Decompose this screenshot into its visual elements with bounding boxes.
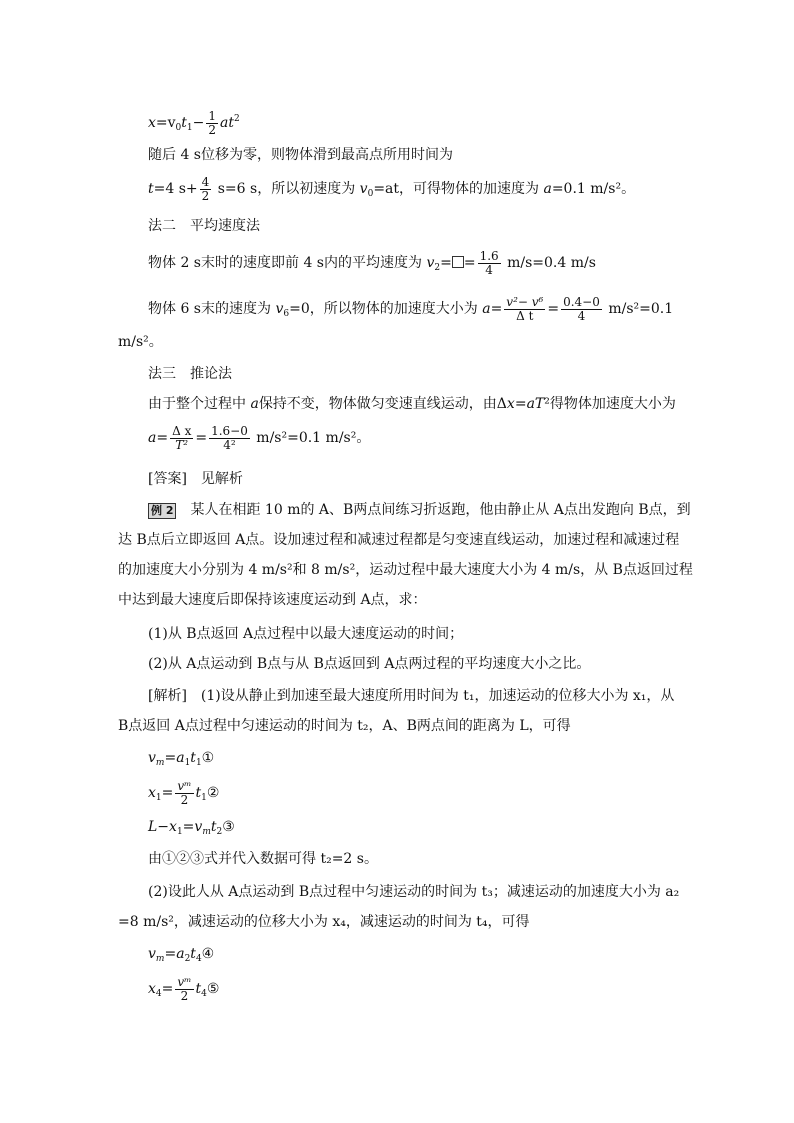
- section-heading-method3: 法三 推论法: [148, 366, 232, 382]
- section-heading-method2: 法二 平均速度法: [148, 218, 260, 234]
- formula-line-5: 物体 2 s末时的速度即前 4 s内的平均速度为 $v_2=$ = $\frac{1.6}{4}$ m/s=0.4 m/s: [148, 249, 596, 277]
- example-2-line-2: 达 B点后立即返回 A点。设加速过程和减速过程都是匀变速直线运动，加速过程和减速过程: [118, 532, 680, 548]
- example-2-line-3: 的加速度大小分别为 4 m/s²和 8 m/s²，运动过程中最大速度大小为 4 m/s，从 B点返回过程: [118, 562, 693, 578]
- fraction: $\frac{\text{Δ x}}{\text{T²}}$: [172, 424, 192, 452]
- text-line-7: m/s²。: [118, 334, 163, 350]
- answer-label: [答案] 见解析: [148, 471, 243, 487]
- example-2-line-4: 中达到最大速度后即保持该速度运动到 A点，求：: [118, 592, 427, 608]
- equation-4: $v_m=a_2t_4④$: [148, 946, 215, 964]
- text-line-9: 由于整个过程中 a保持不变，物体做匀变速直线运动，由Δx=aT²得物体加速度大小为: [148, 396, 676, 412]
- fraction: $\frac{\text{vᵐ}}{2}$: [177, 779, 192, 807]
- equation-2: $x_1=$ $\frac{\text{vᵐ}}{2}$ $t_1②$: [148, 779, 220, 807]
- fraction: $\frac{\text{v²− v⁶}}{\text{Δ t}}$: [506, 295, 544, 323]
- example-2-line-1: 例 2 某人在相距 10 m的 A、B两点间练习折返跑，他由静止从 A点出发跑向 B点，到: [148, 503, 691, 519]
- analysis-part2-line-1: (2)设此人从 A点运动到 B点过程中匀速运动的时间为 t₃；减速运动的加速度大小为 a₂: [148, 884, 680, 900]
- text-line-2: 随后 4 s位移为零，则物体滑到最高点所用时间为: [148, 147, 453, 163]
- var-x: x: [148, 115, 156, 132]
- formula-line-10: a= $\frac{\text{Δ x}}{\text{T²}}$ = $\frac{1.6-0}{\text{4²}}$ m/s²=0.1 m/s²。: [148, 424, 371, 452]
- equation-3: $L-x_1=v_mt_2③$: [148, 819, 235, 837]
- example-badge: 例 2: [148, 503, 176, 519]
- fraction: $\frac{\text{vᵐ}}{2}$: [177, 975, 192, 1003]
- fraction: $\frac{1}{2}$: [208, 109, 217, 137]
- fraction: $\frac{1.6-0}{\text{4²}}$: [211, 424, 248, 452]
- analysis-line-2: B点返回 A点过程中匀速运动的时间为 t₂，A、B两点间的距离为 L，可得: [118, 718, 571, 734]
- question-2: (2)从 A点运动到 B点与从 B点返回到 A点两过程的平均速度大小之比。: [148, 656, 591, 672]
- result-line: 由①②③式并代入数据可得 t₂=2 s。: [148, 851, 378, 867]
- fraction: $\frac{0.4-0}{4}$: [563, 295, 600, 323]
- formula-line-1: $x=v_0t_1-$ $\frac{1}{2}$ $at^2$: [148, 109, 240, 137]
- question-1: (1)从 B点返回 A点过程中以最大速度运动的时间；: [148, 626, 464, 642]
- equation-1: $v_m=a_1t_1①$: [148, 750, 215, 768]
- analysis-part2-line-2: =8 m/s²，减速运动的位移大小为 x₄，减速运动的时间为 t₄，可得: [118, 914, 530, 930]
- placeholder-box-icon: [452, 256, 464, 268]
- formula-line-6: 物体 6 s末的速度为 $v_6=0$，所以物体的加速度大小为 a= $\frac{\text{v²− v⁶}}{\text{Δ t}}$ = $\frac{0.4-0}{4}$ m/s²=0.1: [148, 295, 674, 323]
- fraction: $\frac{4}{2}$: [201, 175, 210, 203]
- fraction: $\frac{1.6}{4}$: [479, 249, 499, 277]
- formula-line-3: t=4 s+ $\frac{4}{2}$ s=6 s，所以初速度为 $v_0=at$，可得物体的加速度为 a=0.1 m/s²。: [148, 175, 636, 203]
- equation-5: $x_4=$ $\frac{\text{vᵐ}}{2}$ $t_4⑤$: [148, 975, 220, 1003]
- analysis-line-1: [解析] (1)设从静止到加速至最大速度所用时间为 t₁，加速运动的位移大小为 x₁，从: [148, 688, 675, 704]
